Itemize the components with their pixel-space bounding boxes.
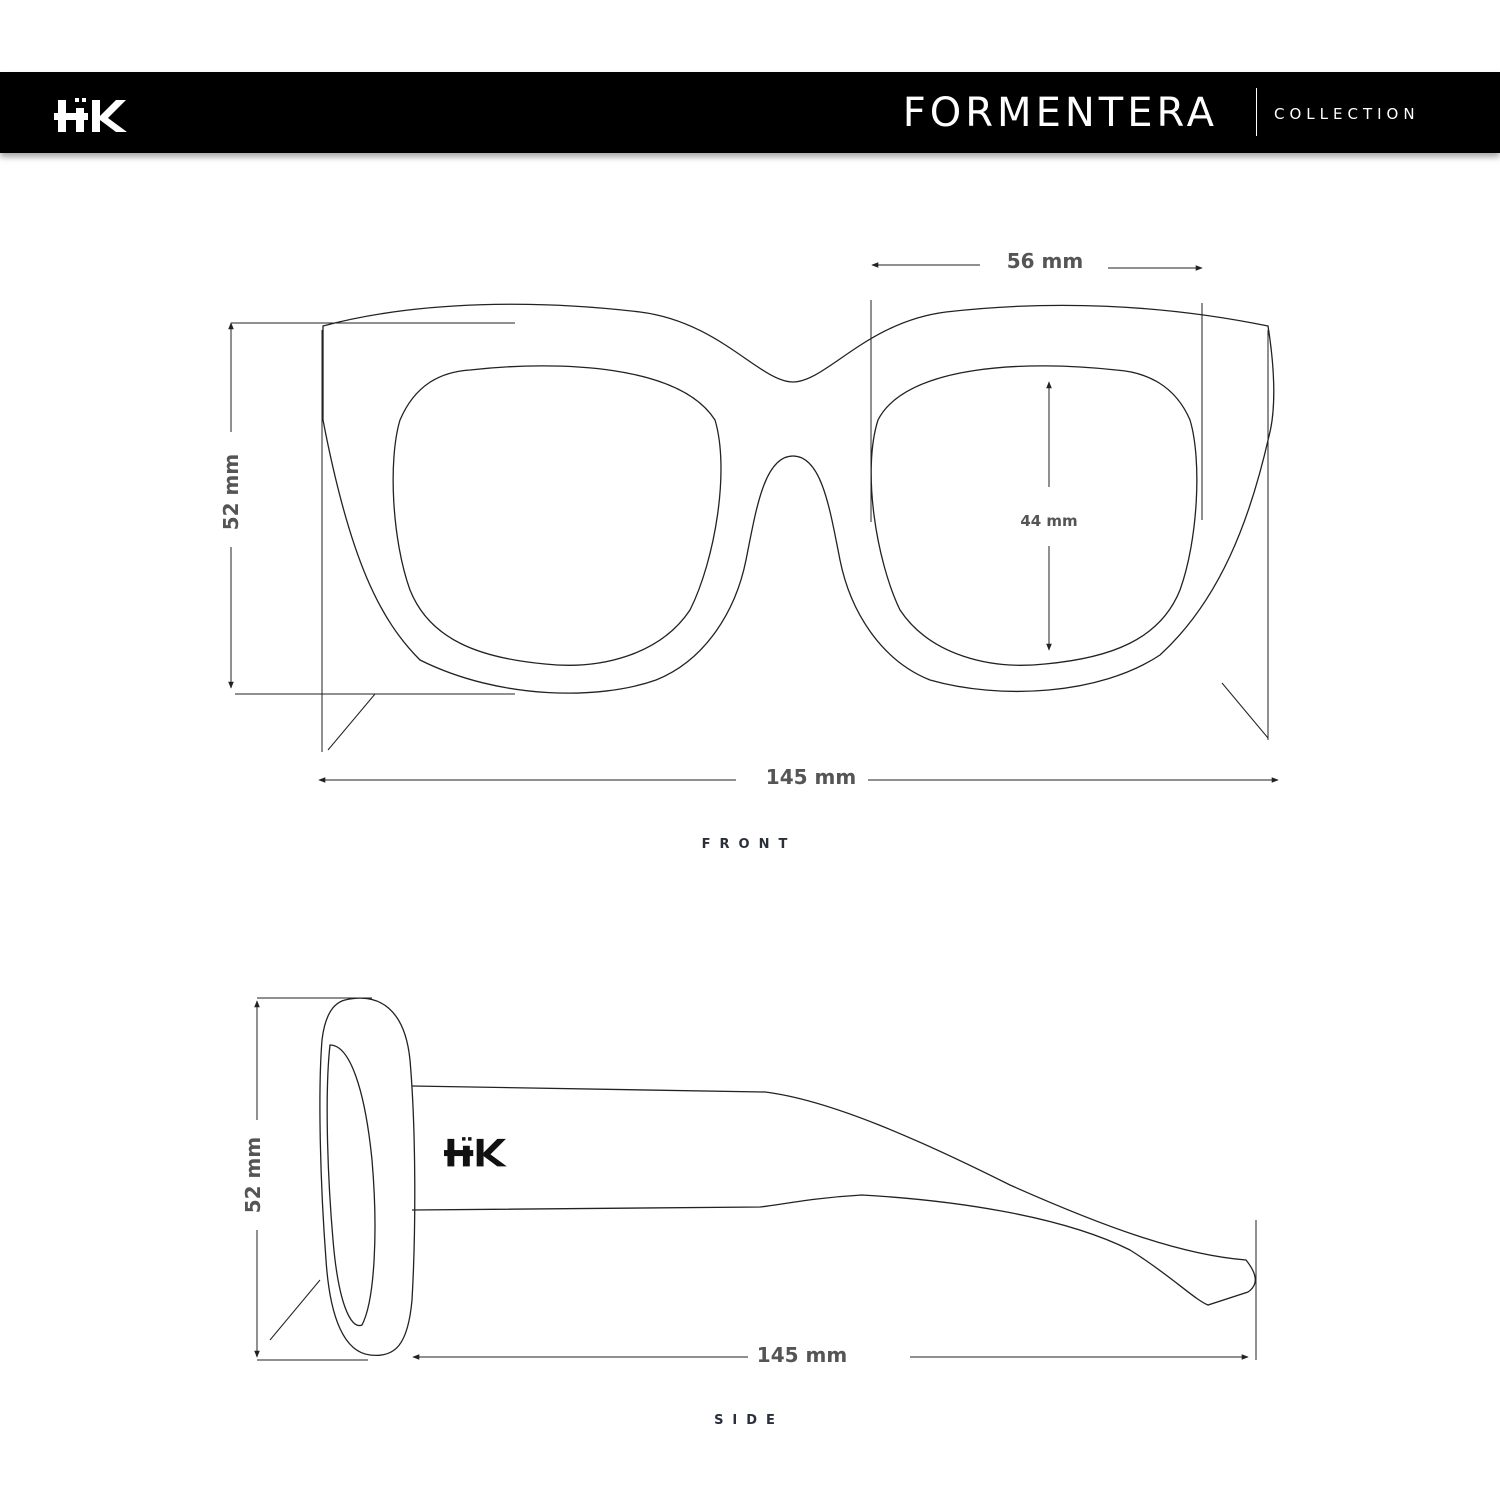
front-frame-height-label: 52 mm xyxy=(219,453,243,531)
temple-arm xyxy=(412,1086,1255,1305)
left-lens xyxy=(393,366,721,665)
front-view-label: FRONT xyxy=(701,837,797,852)
frame-profile xyxy=(320,998,415,1355)
side-view-drawing xyxy=(320,998,1255,1355)
front-total-width-label: 145 mm xyxy=(765,765,857,789)
side-temple-length-label: 145 mm xyxy=(756,1343,848,1367)
collection-label: COLLECTION xyxy=(1274,105,1420,123)
side-view-label: SIDE xyxy=(714,1413,784,1428)
temple-logo xyxy=(444,1137,507,1166)
side-dimensions xyxy=(257,998,1256,1360)
front-lens-height-label: 44 mm xyxy=(1020,512,1078,530)
front-lens-width-label: 56 mm xyxy=(1006,249,1084,273)
front-dimensions xyxy=(231,265,1278,780)
front-view-drawing xyxy=(323,304,1274,693)
collection-title: FORMENTERA xyxy=(902,90,1218,136)
frame-outline xyxy=(323,304,1274,693)
side-frame-height-label: 52 mm xyxy=(241,1136,265,1214)
lens-profile xyxy=(327,1045,375,1326)
